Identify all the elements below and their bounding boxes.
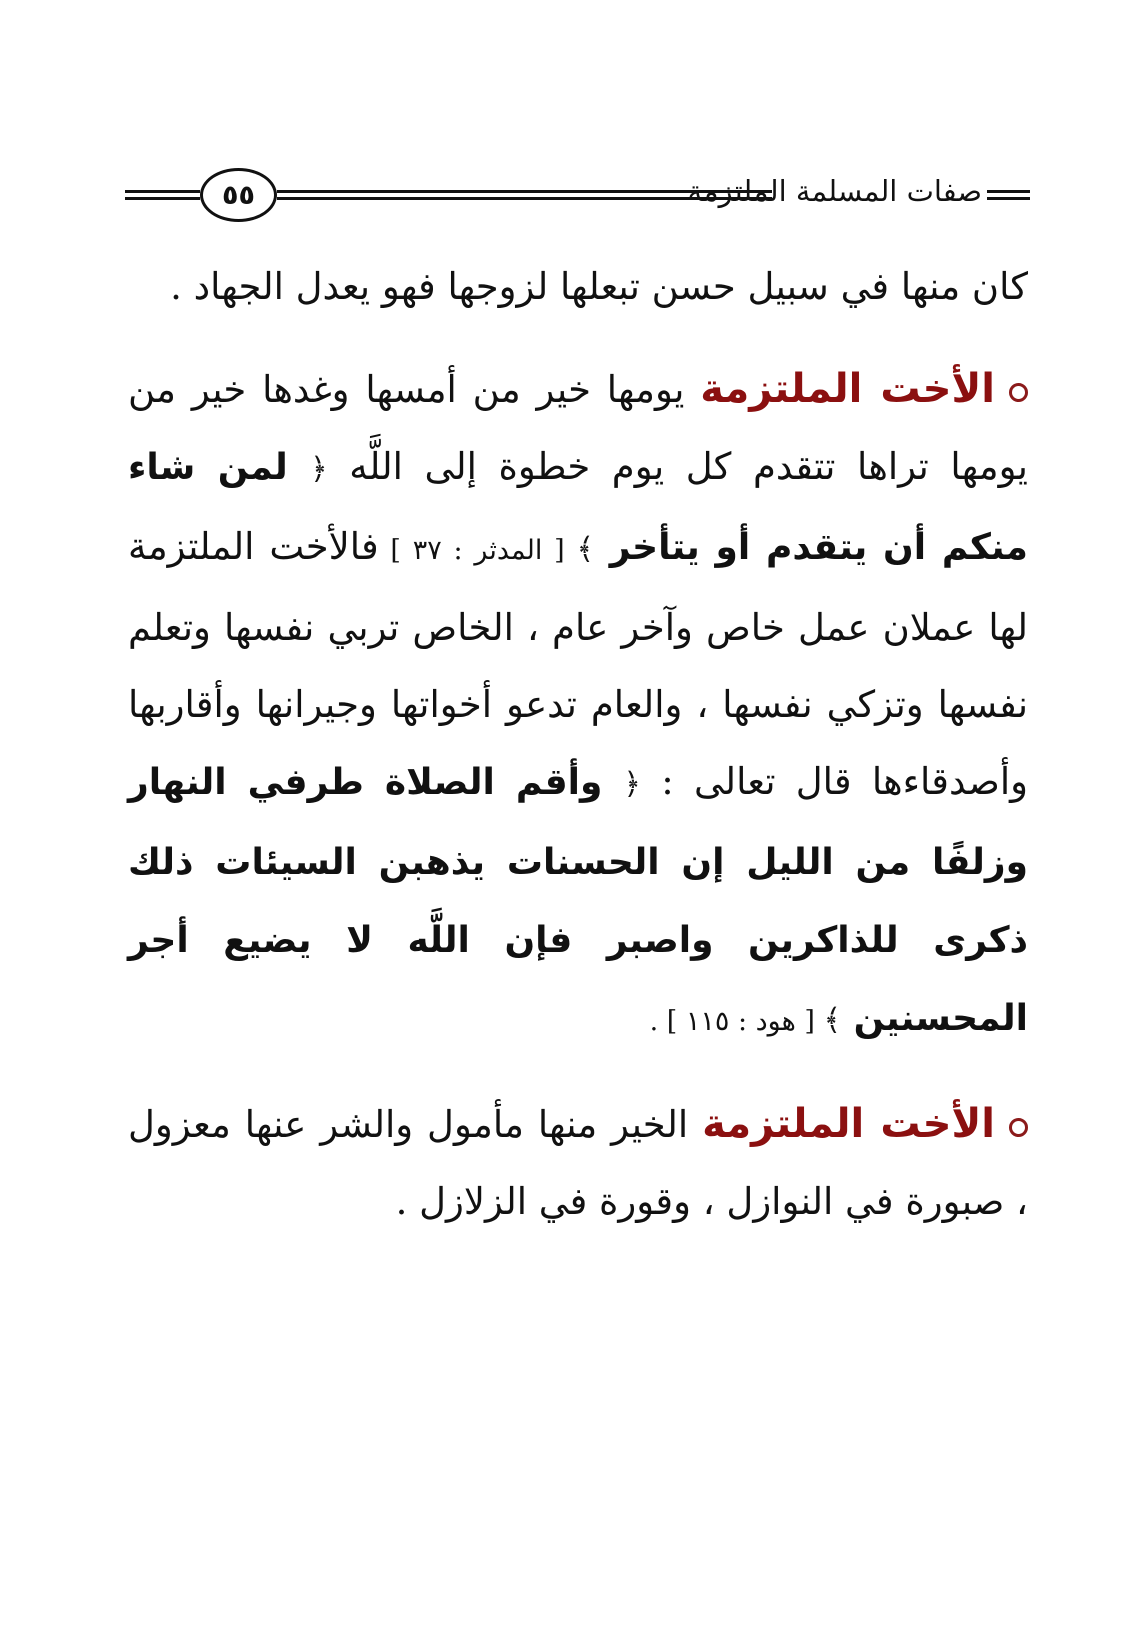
ornate-bracket-open-icon: ﴿ [310, 452, 328, 487]
paragraph-2-text-b: فالأخت الملتزمة لها عملان عمل خاص وآخر عام ، الخاص تربي نفسها وتعلم نفسها وتزكي نفسها ، والعام تدعو أخواتها وجيرانها وأقاربها وأصدقاءها قال تعالى : [128, 525, 1028, 803]
body-text [128, 248, 1028, 1240]
paragraph-1-text: كان منها في سبيل حسن تبعلها لزوجها فهو يعدل الجهاد . [170, 265, 1028, 308]
circle-bullet-icon [1009, 1118, 1028, 1137]
header-rule-left [125, 190, 200, 200]
verse-reference-2: [ هود : ١١٥ ] . [649, 1006, 824, 1037]
header-rule-right [987, 190, 1030, 200]
paragraph-3-text: الخير منها مأمول والشر عنها معزول ، صبورة في النوازل ، وقورة في الزلازل . [128, 1103, 1028, 1223]
ornate-bracket-close-icon: ﴾ [576, 532, 595, 567]
quran-verse-1: لمن شاء منكم أن يتقدم أو يتأخر [128, 447, 1028, 568]
quran-verse-2: وأقم الصلاة طرفي النهار وزلفًا من الليل إن الحسنات يذهبن السيئات ذلك ذكرى للذاكرين واصبر فإن اللَّه لا يضيع أجر المحسنين [128, 762, 1028, 1039]
paragraph-3 [128, 1086, 1028, 1240]
ornate-bracket-open-icon-2: ﴿ [623, 767, 641, 802]
paragraph-2-text-a: يومها خير من أمسها وغدها خير من يومها تراها تتقدم كل يوم خطوة إلى اللَّه [128, 368, 1028, 488]
page-number-badge [200, 168, 277, 222]
section-highlight: الأخت الملتزمة [702, 1101, 996, 1147]
ornate-bracket-close-icon-2: ﴾ [823, 1003, 842, 1038]
section-highlight: الأخت الملتزمة [700, 366, 996, 412]
page-number: ٥٥ [222, 179, 255, 211]
verse-reference-1: [ المدثر : ٣٧ ] [378, 535, 577, 566]
paragraph-1 [128, 248, 1028, 325]
paragraph-gap [128, 325, 1028, 351]
paragraph-gap [128, 1060, 1028, 1086]
paragraph-2 [128, 351, 1028, 1060]
circle-bullet-icon [1009, 383, 1028, 402]
running-title: صفات المسلمة الملتزمة [687, 174, 982, 208]
running-header [125, 168, 1030, 224]
